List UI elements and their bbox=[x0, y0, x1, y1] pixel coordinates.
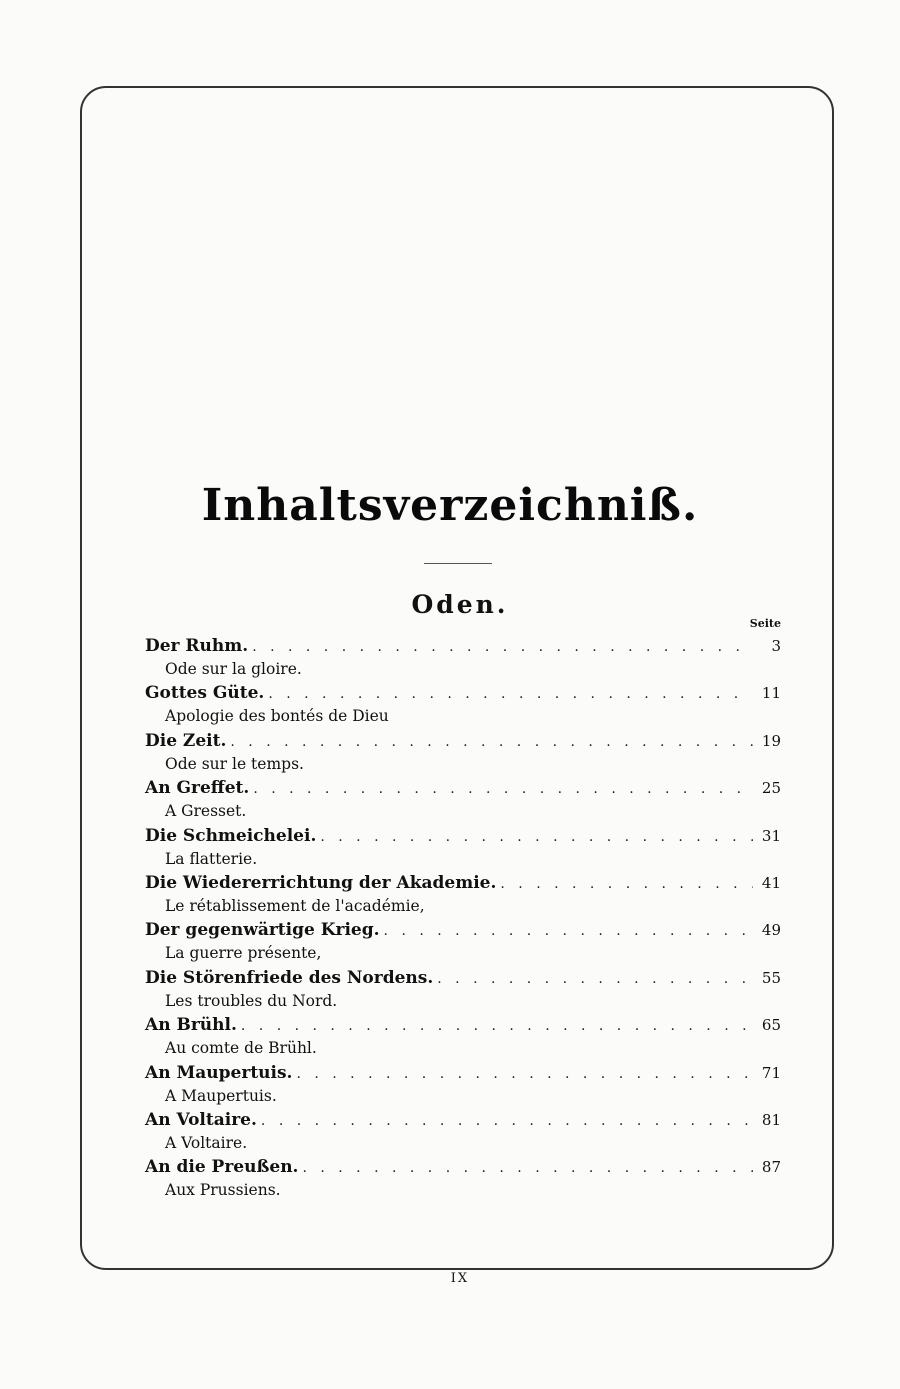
entry-page: 71 bbox=[761, 1063, 781, 1082]
leader-dots bbox=[500, 871, 753, 897]
toc-entry[interactable] bbox=[145, 775, 781, 822]
entry-subtitle: Aux Prussiens. bbox=[165, 1181, 281, 1200]
entry-page: 25 bbox=[761, 779, 781, 798]
entry-subtitle: Au comte de Brühl. bbox=[165, 1039, 317, 1058]
leader-dots bbox=[437, 966, 753, 992]
toc-entry[interactable] bbox=[145, 917, 781, 964]
entry-title: An Voltaire. bbox=[145, 1109, 257, 1130]
entry-subtitle: Le rétablissement de l'académie, bbox=[165, 896, 425, 915]
entry-page: 65 bbox=[761, 1016, 781, 1035]
page-title: Inhaltsverzeichniß. bbox=[201, 480, 699, 531]
toc-entry[interactable] bbox=[145, 728, 781, 775]
entry-subtitle: Ode sur le temps. bbox=[165, 754, 304, 773]
toc-entry[interactable] bbox=[145, 680, 781, 727]
toc-entry[interactable] bbox=[145, 1012, 781, 1059]
entry-page: 55 bbox=[761, 968, 781, 987]
toc-entry[interactable] bbox=[145, 870, 781, 917]
entry-subtitle: Les troubles du Nord. bbox=[165, 991, 338, 1010]
entry-subtitle: A Maupertuis. bbox=[165, 1086, 277, 1105]
entry-subtitle: A Gresset. bbox=[165, 802, 247, 821]
entry-title: Die Wiedererrichtung der Akademie. bbox=[145, 872, 497, 893]
entry-title: An die Preußen. bbox=[145, 1157, 299, 1178]
section-heading: Oden. bbox=[411, 590, 509, 619]
toc-entry[interactable] bbox=[145, 823, 781, 870]
entry-title: An Greffet. bbox=[145, 778, 250, 799]
table-of-contents bbox=[145, 633, 781, 1202]
toc-entry[interactable] bbox=[145, 1107, 781, 1154]
leader-dots bbox=[252, 634, 753, 660]
leader-dots bbox=[241, 1013, 753, 1039]
toc-entry[interactable] bbox=[145, 1154, 781, 1201]
page-folio: IX bbox=[450, 1271, 470, 1286]
leader-dots bbox=[302, 1155, 753, 1181]
entry-page: 31 bbox=[761, 826, 781, 845]
entry-page: 81 bbox=[761, 1110, 781, 1129]
entry-title: Die Schmeichelei. bbox=[145, 825, 317, 846]
leader-dots bbox=[253, 776, 753, 802]
leader-dots bbox=[268, 681, 753, 707]
toc-entry[interactable] bbox=[145, 1060, 781, 1107]
leader-dots bbox=[384, 918, 753, 944]
entry-title: Die Zeit. bbox=[145, 730, 227, 751]
entry-subtitle: Apologie des bontés de Dieu bbox=[165, 707, 389, 726]
entry-title: An Brühl. bbox=[145, 1015, 237, 1036]
entry-page: 11 bbox=[761, 684, 781, 703]
entry-page: 3 bbox=[771, 637, 781, 655]
leader-dots bbox=[261, 1108, 753, 1134]
leader-dots bbox=[320, 824, 753, 850]
entry-page: 41 bbox=[761, 873, 781, 892]
entry-page: 19 bbox=[761, 731, 781, 750]
entry-page: 87 bbox=[761, 1158, 781, 1177]
title-divider bbox=[424, 563, 492, 564]
entry-title: Der Ruhm. bbox=[145, 636, 249, 656]
leader-dots bbox=[230, 729, 753, 755]
toc-entry[interactable] bbox=[145, 633, 781, 680]
entry-title: An Maupertuis. bbox=[145, 1062, 293, 1083]
entry-page: 49 bbox=[761, 921, 781, 940]
entry-subtitle: Ode sur la gloire. bbox=[165, 660, 302, 678]
entry-title: Der gegenwärtige Krieg. bbox=[145, 920, 380, 941]
entry-subtitle: A Voltaire. bbox=[165, 1133, 248, 1152]
entry-title: Die Störenfriede des Nordens. bbox=[145, 967, 434, 988]
entry-subtitle: La flatterie. bbox=[165, 849, 258, 868]
leader-dots bbox=[296, 1061, 753, 1087]
toc-entry[interactable] bbox=[145, 965, 781, 1012]
entry-title: Gottes Güte. bbox=[145, 683, 265, 704]
entry-subtitle: La guerre présente, bbox=[165, 944, 322, 963]
page-column-label: Seite bbox=[749, 617, 781, 630]
